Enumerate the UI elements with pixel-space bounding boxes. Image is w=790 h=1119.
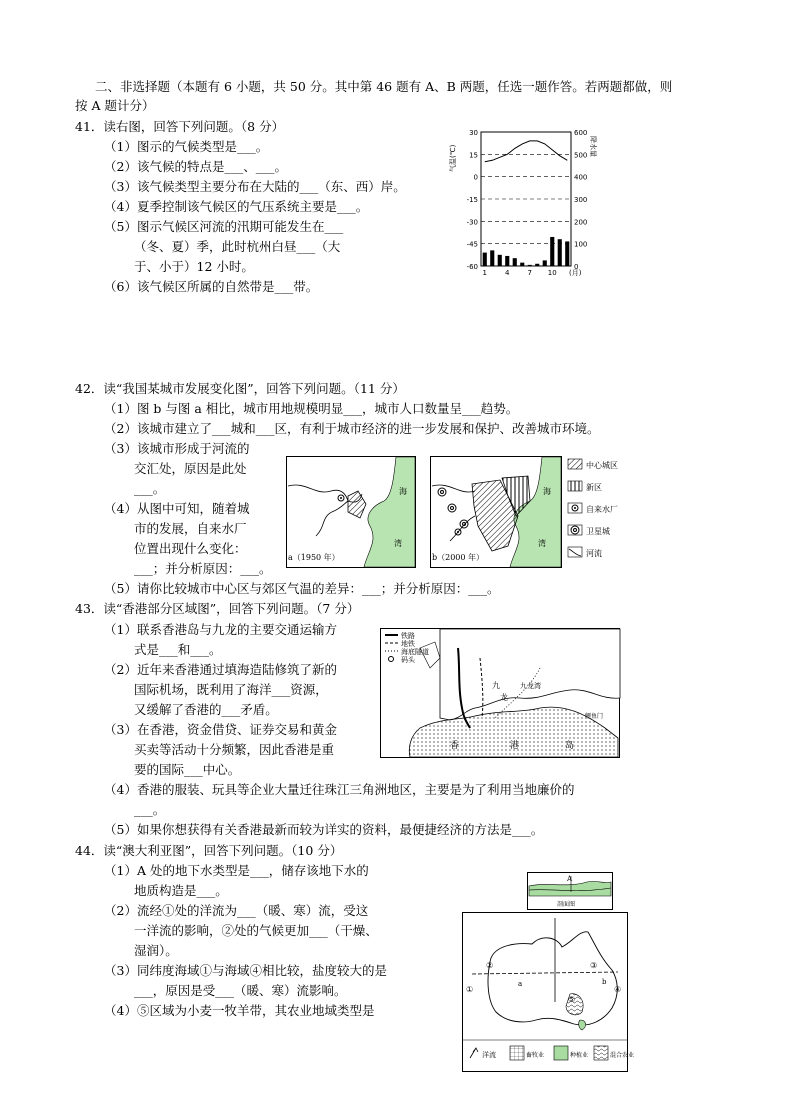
- city-map-b: [430, 456, 562, 568]
- precip-axis-label: 降水量: [589, 136, 597, 157]
- legend-label: 码头: [401, 656, 415, 664]
- q41-item: （3）该气候类型主要分布在大陆的___（东、西）岸。: [104, 179, 406, 194]
- legend-label: 混合农业: [610, 1052, 635, 1059]
- month-tick-label: 1: [482, 269, 487, 277]
- climate-chart: [445, 124, 595, 284]
- climate-chart-svg: [445, 124, 595, 284]
- city-map-a: [286, 456, 416, 568]
- q41-item: （5）图示气候区河流的汛期可能发生在___: [104, 219, 344, 234]
- precip-bar: [498, 255, 502, 266]
- q44-item: 湿润）。: [134, 943, 178, 958]
- q42-item: 位置出现什么变化：: [134, 541, 247, 556]
- precip-tick-label: 500: [574, 151, 588, 160]
- marker-label: ②: [486, 961, 494, 970]
- legend-label: 新区: [586, 483, 602, 492]
- q42-item: （2）该城市建立了___城和___区，有利于城市经济的进一步发展和保护、改善城市环境。: [104, 421, 600, 436]
- place-label: 九: [492, 681, 500, 690]
- map-caption: a（1950 年）: [288, 553, 340, 562]
- bay-label: 湾: [538, 539, 546, 548]
- cross-section-inset: [527, 872, 613, 910]
- line-label: a: [518, 980, 523, 988]
- q41-item: （4）夏季控制该气候区的气压系统主要是___。: [104, 199, 369, 214]
- q41-title: 41．读右图，回答下列问题。（8 分）: [75, 119, 285, 134]
- q44-item: ___，原因是受___（暖、寒）流影响。: [134, 983, 347, 998]
- temp-tick-label: -15: [466, 196, 478, 204]
- bay-label: 湾: [394, 539, 402, 548]
- temp-axis-label: 气温(℃): [449, 144, 457, 172]
- precip-bar: [490, 250, 494, 266]
- precip-bar: [513, 258, 517, 266]
- q43-item: ___。: [134, 802, 166, 817]
- sea-label: 海: [543, 487, 551, 496]
- line-label: b: [602, 978, 607, 986]
- q43-item: （1）联系香港岛与九龙的主要交通运输方: [104, 622, 337, 637]
- month-unit-label: (月): [569, 269, 582, 277]
- q42-item: （1）图 b 与图 a 相比，城市用地规模明显___，城市人口数量呈___趋势。: [104, 401, 519, 416]
- precip-tick-label: 300: [574, 196, 588, 204]
- q42-item: ___；并分析原因：___。: [134, 561, 272, 576]
- q43-item: 国际机场，既利用了海洋___资源，: [134, 682, 328, 697]
- q43-item: 要的国际___中心。: [134, 762, 241, 777]
- precip-bar: [528, 265, 532, 266]
- q41-item: （6）该气候区所属的自然带是___带。: [104, 279, 319, 294]
- month-tick-label: 7: [527, 269, 532, 277]
- q43-item: （3）在香港，资金借贷、证券交易和黄金: [104, 722, 337, 737]
- precip-bar: [483, 253, 487, 266]
- precip-tick-label: 600: [574, 129, 588, 137]
- precip-bar: [520, 263, 524, 266]
- australia-map: [462, 912, 635, 1072]
- point-a-label: A: [567, 875, 573, 883]
- precip-bar: [565, 241, 569, 266]
- precip-tick-label: 400: [574, 173, 588, 182]
- marker-label: ③: [590, 961, 598, 970]
- legend-label: 卫星城: [586, 527, 610, 536]
- place-label: 岛: [565, 741, 575, 751]
- section-heading: 二、非选择题（本题有 6 小题，共 50 分。其中第 46 题有 A、B 两题，任选一题作答。若两题都做，则: [95, 79, 673, 94]
- place-label: 港: [510, 741, 520, 751]
- precip-bar: [543, 260, 547, 266]
- temp-tick-label: -30: [466, 218, 478, 227]
- q42-item: 交汇处，原因是此处: [134, 461, 247, 476]
- precip-tick-label: 200: [574, 218, 588, 227]
- marker-label: ④: [614, 985, 622, 994]
- place-label: 鲤鱼门: [585, 713, 604, 720]
- q41-item: （2）该气候的特点是___、___。: [104, 159, 287, 174]
- legend-label: 地铁: [401, 640, 415, 648]
- q44-item: 一洋流的影响，②处的气候更加___（干燥、: [134, 923, 378, 938]
- q42-item: （3）该城市形成于河流的: [104, 441, 250, 456]
- q42-item: （4）从图中可知，随着城: [104, 501, 250, 516]
- q44-item: 地质构造是___。: [134, 883, 228, 898]
- temp-tick-label: 0: [473, 173, 478, 182]
- legend-label: 铁路: [401, 632, 415, 640]
- legend-label: 洋流: [482, 1051, 496, 1059]
- q42-item: ___。: [134, 481, 166, 496]
- q43-item: 又缓解了香港的___矛盾。: [134, 702, 278, 717]
- legend-label: 中心城区: [586, 461, 618, 470]
- sea-label: 海: [399, 487, 407, 496]
- precip-tick-label: 0: [574, 263, 579, 271]
- q41-item: （冬、夏）季，此时杭州白昼___（大: [134, 239, 341, 254]
- q42-item: （5）请你比较城市中心区与郊区气温的差异：___；并分析原因：___。: [104, 581, 500, 596]
- q43-item: （2）近年来香港通过填海造陆修筑了新的: [104, 662, 337, 677]
- place-label: 九龙湾: [520, 682, 541, 690]
- legend-label: 海底隧道: [401, 648, 429, 656]
- q43-item: （4）香港的服装、玩具等企业大量迁往珠江三角洲地区，主要是为了利用当地廉价的: [104, 782, 575, 797]
- q44-item: （4）⑤区域为小麦一牧羊带，其农业地域类型是: [104, 1003, 375, 1018]
- q44-item: （1）A 处的地下水类型是___，储存该地下水的: [104, 863, 369, 878]
- precip-bar: [558, 239, 562, 266]
- temp-tick-label: 30: [469, 129, 478, 137]
- temp-tick-label: -45: [466, 240, 478, 249]
- place-label: 龙: [500, 693, 508, 702]
- month-tick-label: 10: [547, 269, 557, 277]
- precip-bar: [535, 264, 539, 266]
- hongkong-map: [380, 628, 620, 758]
- temp-tick-label: -60: [466, 263, 478, 271]
- q44-item: （2）流经①处的洋流为___（暖、寒）流，受这: [104, 903, 369, 918]
- city-map-legend: [566, 456, 636, 568]
- q43-item: （5）如果你想获得有关香港最新而较为详实的资料，最便捷经济的方法是___。: [104, 822, 544, 837]
- legend-label: 河流: [586, 549, 602, 558]
- place-label: 香: [450, 741, 460, 751]
- precip-bar: [505, 256, 509, 266]
- q43-item: 买卖等活动十分频繁，因此香港是重: [134, 742, 335, 757]
- legend-label: 自来水厂: [586, 505, 618, 514]
- q44-item: （3）同纬度海域①与海域④相比较，盐度较大的是: [104, 963, 387, 978]
- q43-item: 式是___和___。: [134, 642, 222, 657]
- cross-section-caption: 剖面图: [557, 901, 576, 908]
- q42-title: 42．读“我国某城市发展变化图”，回答下列问题。（11 分）: [75, 381, 405, 396]
- q41-item: （1）图示的气候类型是___。: [104, 139, 269, 154]
- q44-title: 44．读“澳大利亚图”，回答下列问题。（10 分）: [75, 843, 343, 858]
- precip-bar: [550, 237, 554, 266]
- legend-label: 种植业: [570, 1052, 589, 1059]
- section-heading-cont: 按 A 题计分）: [75, 98, 155, 113]
- marker-label: ⑤: [568, 995, 576, 1004]
- legend-label: 畜牧业: [526, 1052, 545, 1059]
- map-caption: b（2000 年）: [432, 553, 485, 562]
- month-tick-label: 4: [505, 269, 510, 277]
- q41-item: 于、小于）12 小时。: [134, 259, 254, 274]
- q43-title: 43．读“香港部分区域图”，回答下列问题。（7 分）: [75, 601, 360, 616]
- marker-label: ①: [466, 985, 474, 994]
- temperature-curve: [485, 141, 568, 162]
- precip-tick-label: 100: [574, 240, 588, 249]
- q42-item: 市的发展，自来水厂: [134, 521, 247, 536]
- temp-tick-label: 15: [469, 151, 478, 160]
